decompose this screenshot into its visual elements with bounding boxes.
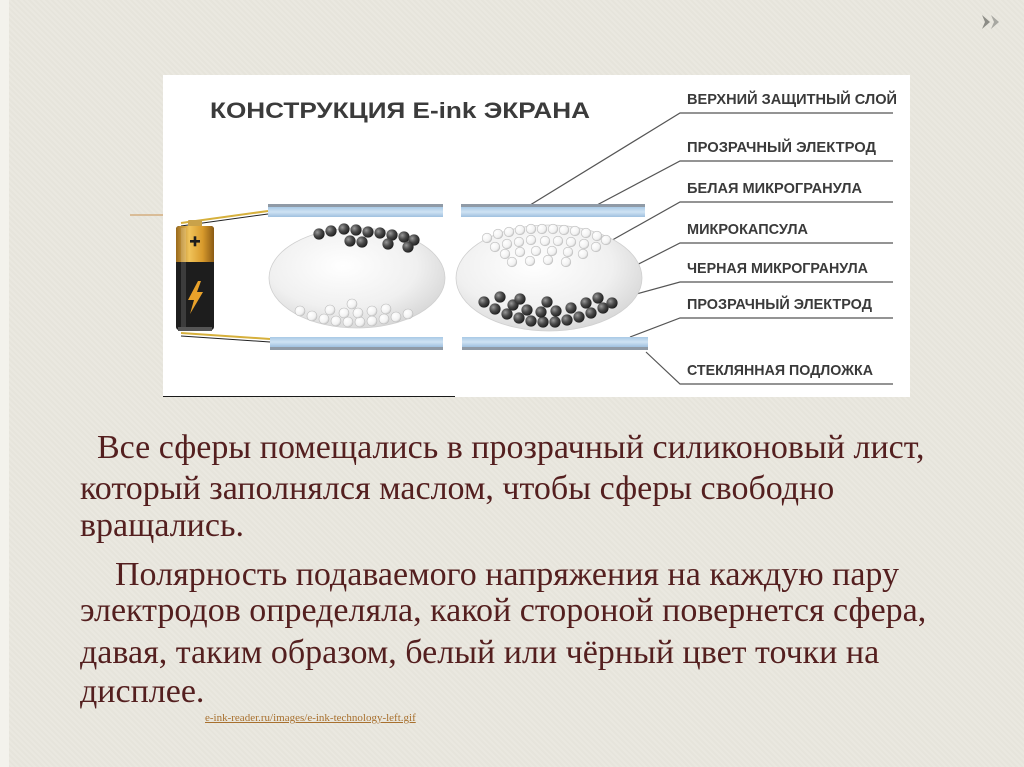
white-granule [570, 226, 580, 236]
battery-highlight [181, 228, 186, 327]
white-granule [525, 256, 535, 266]
white-granule [537, 224, 547, 234]
leader-line [630, 318, 893, 337]
black-granule [565, 302, 576, 313]
label-top-protective-layer: ВЕРХНИЙ ЗАЩИТНЫЙ СЛОЙ [687, 91, 904, 108]
slide-edge [0, 0, 9, 767]
black-granule [585, 307, 596, 318]
black-granule [573, 311, 584, 322]
glass-substrate-left [270, 347, 443, 350]
black-granule [313, 228, 324, 239]
accent-line [130, 214, 163, 216]
white-granule [347, 299, 357, 309]
top-electrode-right [461, 207, 645, 217]
source-link[interactable]: e-ink-reader.ru/images/e-ink-technology-left.gif [205, 712, 416, 724]
white-granule [482, 233, 492, 243]
white-granule [502, 239, 512, 249]
white-granule [526, 224, 536, 234]
body-line: вращались. [80, 507, 244, 544]
top-electrode-left [268, 207, 443, 217]
white-granule [353, 308, 363, 318]
black-granule [561, 314, 572, 325]
black-granule [489, 303, 500, 314]
white-granule [515, 225, 525, 235]
black-granule [362, 226, 373, 237]
body-line: давая, таким образом, белый или чёрный цвет точки на [80, 634, 880, 671]
white-granule [355, 317, 365, 327]
black-granule [350, 224, 361, 235]
eink-diagram [163, 75, 910, 397]
black-granule [338, 223, 349, 234]
battery-terminal [188, 220, 202, 227]
white-granule [493, 229, 503, 239]
white-granule [579, 239, 589, 249]
white-granule [566, 237, 576, 247]
white-granule [319, 314, 329, 324]
glass-substrate-right [462, 347, 648, 350]
white-granule [561, 257, 571, 267]
top-protective-layer-left [268, 204, 443, 207]
black-granule [514, 293, 525, 304]
white-granule [325, 305, 335, 315]
label-black-granule: ЧЕРНАЯ МИКРОГРАНУЛА [687, 260, 869, 277]
white-granule [500, 249, 510, 259]
white-granule [531, 246, 541, 256]
bottom-electrode-right [462, 337, 648, 347]
figure-underline [163, 396, 455, 397]
black-granule [494, 291, 505, 302]
black-granule [374, 227, 385, 238]
black-granule [356, 236, 367, 247]
top-protective-layer-right [461, 204, 645, 207]
label-microcapsule: МИКРОКАПСУЛА [687, 221, 809, 238]
bottom-electrode-left [270, 337, 443, 347]
white-granule [563, 247, 573, 257]
white-granule [490, 242, 500, 252]
black-granule [398, 231, 409, 242]
white-granule [592, 231, 602, 241]
black-granule [478, 296, 489, 307]
chevron-icon [982, 15, 990, 29]
white-granule [367, 306, 377, 316]
label-transparent-electrode-bottom: ПРОЗРАЧНЫЙ ЭЛЕКТРОД [687, 296, 880, 313]
black-granule [402, 241, 413, 252]
black-granule [325, 225, 336, 236]
white-granule [601, 235, 611, 245]
label-white-granule: БЕЛАЯ МИКРОГРАНУЛА [687, 180, 863, 197]
double-chevron-icon [980, 13, 1004, 31]
plus-sign-icon-vertical [194, 236, 197, 246]
black-granule [549, 316, 560, 327]
black-granule [525, 315, 536, 326]
white-granule [547, 246, 557, 256]
white-granule [578, 249, 588, 259]
white-granule [367, 316, 377, 326]
white-granule [548, 224, 558, 234]
body-line: дисплее. [80, 673, 205, 710]
white-granule [307, 311, 317, 321]
black-granule [513, 312, 524, 323]
chevron-icon [991, 15, 999, 29]
white-granule [381, 304, 391, 314]
white-granule [504, 227, 514, 237]
label-glass-substrate: СТЕКЛЯННАЯ ПОДЛОЖКА [687, 362, 874, 379]
white-granule [581, 228, 591, 238]
white-granule [343, 317, 353, 327]
white-granule [295, 306, 305, 316]
white-granule [543, 255, 553, 265]
eink-diagram-svg [163, 75, 910, 397]
black-granule [537, 316, 548, 327]
white-granule [391, 312, 401, 322]
label-transparent-electrode-top: ПРОЗРАЧНЫЙ ЭЛЕКТРОД [687, 139, 880, 156]
body-line: Все сферы помещались в прозрачный силиконовый лист, [97, 429, 925, 466]
black-granule [382, 238, 393, 249]
white-granule [540, 236, 550, 246]
black-granule [535, 306, 546, 317]
black-granule [606, 297, 617, 308]
white-granule [553, 236, 563, 246]
white-granule [379, 314, 389, 324]
white-granule [507, 257, 517, 267]
white-granule [514, 237, 524, 247]
black-granule [541, 296, 552, 307]
white-granule [403, 309, 413, 319]
body-line: который заполнялся маслом, чтобы сферы свободно [80, 470, 835, 507]
white-granule [515, 247, 525, 257]
black-granule [521, 304, 532, 315]
body-line: Полярность подаваемого напряжения на каждую пару [115, 556, 899, 593]
white-granule [591, 242, 601, 252]
black-granule [344, 235, 355, 246]
battery-bottom-cap [178, 327, 212, 331]
white-granule [331, 316, 341, 326]
black-granule [580, 297, 591, 308]
body-line: электродов определяла, какой стороной повернется сфера, [80, 592, 927, 629]
diagram-title: КОНСТРУКЦИЯ E-ink ЭКРАНА [210, 98, 591, 123]
battery-icon [176, 220, 214, 331]
white-granule [526, 235, 536, 245]
white-granule [339, 308, 349, 318]
black-granule [592, 292, 603, 303]
wire-bottom [181, 333, 270, 339]
black-granule [550, 305, 561, 316]
white-granule [559, 225, 569, 235]
